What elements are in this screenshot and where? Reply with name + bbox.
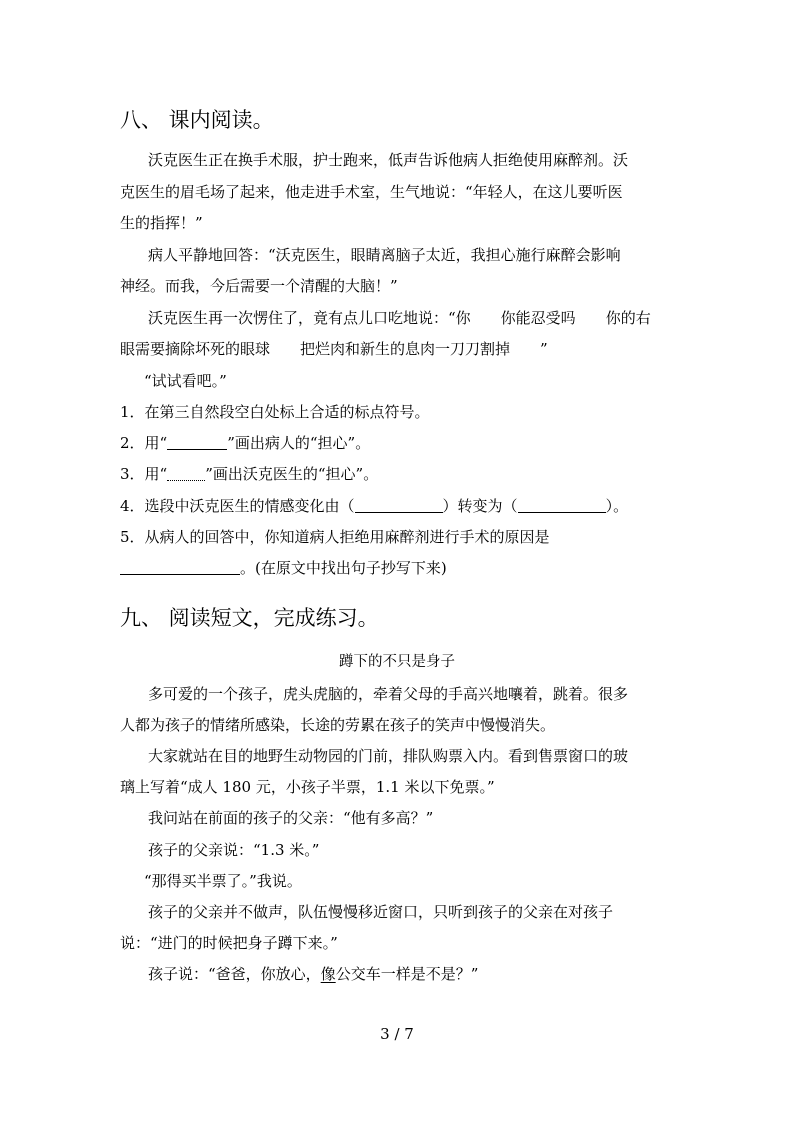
s8-p3-part-b: 你能忍受吗 bbox=[500, 309, 576, 327]
answer-blank-3[interactable] bbox=[120, 560, 240, 575]
s8-p3-part-a: 沃克医生再一次愣住了，竟有点儿口吃地说：“你 bbox=[148, 309, 471, 327]
s8-p4: “试试看吧。” bbox=[144, 372, 227, 390]
question-4 bbox=[120, 496, 628, 516]
s8-p1-line2: 克医生的眉毛场了起来，他走进手术室，生气地说：“年轻人，在这儿要听医 bbox=[120, 183, 623, 201]
s9-p7 bbox=[148, 964, 478, 984]
s8-p2-line2: 神经。而我，今后需要一个清醒的大脑！” bbox=[120, 277, 398, 295]
question-5-line1: 5．从病人的回答中，你知道病人拒绝用麻醉剂进行手术的原因是 bbox=[120, 528, 550, 546]
s8-p1-line3: 生的指挥！” bbox=[120, 214, 203, 232]
q4-text-a: 4．选段中沃克医生的情感变化由（ bbox=[120, 497, 355, 515]
question-1: 1．在第三自然段空白处标上合适的标点符号。 bbox=[120, 403, 430, 421]
q3-text-a: 3．用“ bbox=[120, 465, 168, 483]
article-title: 蹲下的不只是身子 bbox=[339, 654, 455, 670]
s8-p1-line1: 沃克医生正在换手术服，护士跑来，低声告诉他病人拒绝使用麻醉剂。沃 bbox=[148, 151, 629, 169]
answer-blank-1[interactable] bbox=[355, 498, 443, 513]
answer-blank-2[interactable] bbox=[518, 498, 606, 513]
q5-text-b: 。(在原文中找出句子抄写下来) bbox=[240, 559, 447, 577]
s9-p2-line1: 大家就站在目的地野生动物园的门前，排队购票入内。看到售票窗口的玻 bbox=[148, 747, 629, 765]
s8-p3-part-e: 把烂肉和新生的息肉一刀刀割掉 bbox=[300, 340, 511, 358]
s9-p6-line1: 孩子的父亲并不做声，队伍慢慢移近窗口，只听到孩子的父亲在对孩子 bbox=[148, 903, 614, 921]
question-3 bbox=[120, 464, 378, 484]
section9-heading: 九、 阅读短文，完成练习。 bbox=[120, 606, 379, 630]
s9-p3: 我问站在前面的孩子的父亲：“他有多高？” bbox=[148, 809, 434, 827]
q4-text-b: ）转变为（ bbox=[442, 497, 518, 515]
q4-text-c: ）。 bbox=[605, 497, 629, 515]
s8-p3-line2 bbox=[120, 339, 548, 359]
s9-p1-line2: 人都为孩子的情绪所感染，长途的劳累在孩子的笑声中慢慢消失。 bbox=[120, 716, 556, 734]
q2-text-b: ”画出病人的“担心”。 bbox=[227, 434, 371, 452]
s8-p3-part-c: 你的右 bbox=[605, 309, 651, 327]
s9-p1-line1: 多可爱的一个孩子，虎头虎脑的，牵着父母的手高兴地嚷着，跳着。很多 bbox=[148, 685, 629, 703]
underlined-word: 像 bbox=[320, 965, 336, 983]
s9-p5: “那得买半票了。”我说。 bbox=[144, 872, 302, 890]
section8-heading: 八、 课内阅读。 bbox=[120, 108, 274, 132]
s8-p3-part-f: ” bbox=[540, 340, 548, 358]
question-5-line2 bbox=[120, 558, 447, 578]
q2-text-a: 2．用“ bbox=[120, 434, 168, 452]
page-number: 3 / 7 bbox=[380, 1025, 414, 1043]
s9-p7-part-c: 公交车一样是不是？” bbox=[335, 965, 479, 983]
s8-p3-line1 bbox=[148, 308, 651, 328]
straight-line-mark bbox=[167, 435, 227, 450]
s8-p3-part-d: 眼需要摘除坏死的眼球 bbox=[120, 340, 271, 358]
s9-p4: 孩子的父亲说：“1.3 米。” bbox=[148, 841, 320, 859]
wavy-line-mark bbox=[167, 466, 205, 481]
q3-text-b: ”画出沃克医生的“担心”。 bbox=[205, 465, 379, 483]
s9-p2-line2: 璃上写着“成人 180 元，小孩子半票，1.1 米以下免票。” bbox=[120, 778, 495, 796]
s9-p6-line2: 说：“进门的时候把身子蹲下来。” bbox=[120, 934, 338, 952]
s8-p2-line1: 病人平静地回答：“沃克医生，眼睛离脑子太近，我担心施行麻醉会影响 bbox=[148, 246, 621, 264]
question-2 bbox=[120, 433, 370, 453]
s9-p7-part-a: 孩子说：“爸爸，你放心， bbox=[148, 965, 321, 983]
